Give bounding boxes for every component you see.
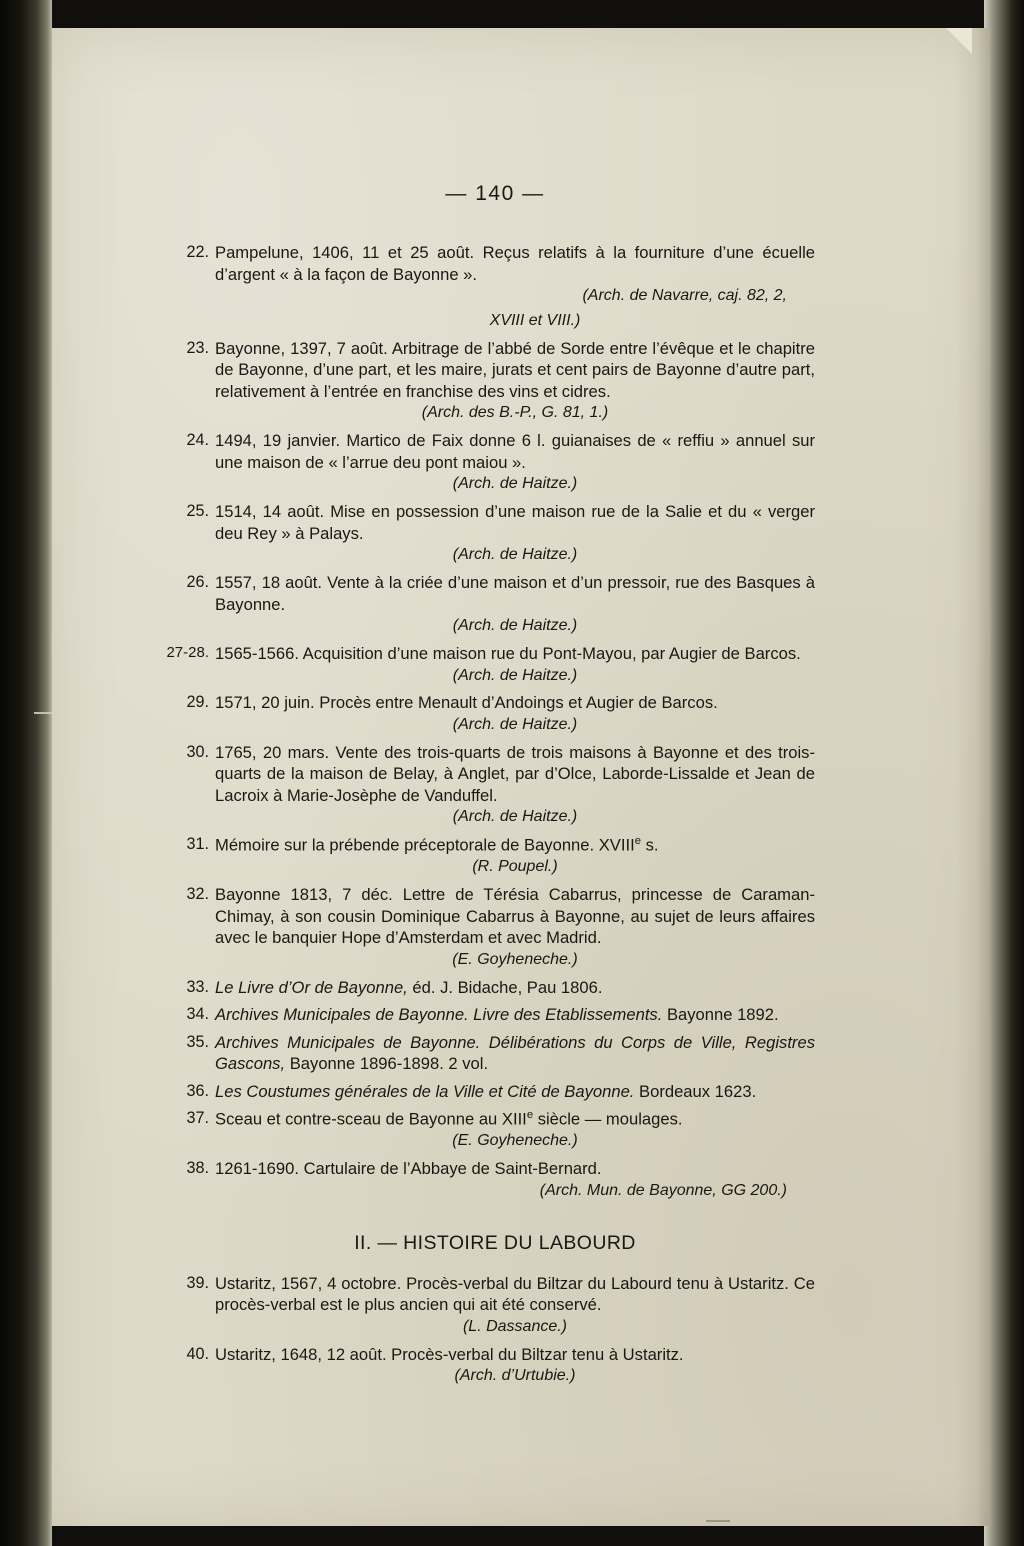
list-item [175, 572, 815, 637]
list-item [175, 692, 815, 735]
entry-text-rest: Bayonne 1892. [662, 1005, 779, 1025]
bottom-spacer [175, 1393, 815, 1433]
entry-text: Ustaritz, 1567, 4 octobre. Procès-verbal du Biltzar du Labourd tenu à Ustaritz. Ce procès-verbal est le plus ancien qui ait été conservé. [215, 1273, 815, 1315]
entry-citation: (E. Goyheneche.) [452, 950, 578, 968]
entry-text-rest: Bayonne 1896-1898. 2 vol. [285, 1054, 489, 1074]
entry-citation: (Arch. de Navarre, caj. 82, 2, [582, 287, 787, 305]
list-item [175, 1032, 815, 1075]
entry-citation: (Arch. de Haitze.) [452, 475, 578, 493]
entry-number: 30. [186, 742, 209, 761]
entry-text [215, 1032, 815, 1075]
list-item [175, 1158, 815, 1201]
list-item [166, 643, 815, 686]
entry-citation: (Arch. Mun. de Bayonne, GG 200.) [539, 1181, 787, 1199]
entry-text: Bayonne 1813, 7 déc. Lettre de Térésia Cabarrus, princesse de Caraman-Chimay, à son cousin Dominique Cabarrus à Bayonne, au sujet de leurs affaires avec le banquier Hope d’Amsterdam et avec Madrid. [215, 885, 815, 948]
list-item [175, 1081, 815, 1103]
left-margin-tick [34, 712, 52, 714]
entry-citation: (Arch. de Haitze.) [452, 666, 578, 684]
list-item [175, 242, 815, 332]
entry-text: 1557, 18 août. Vente à la criée d’une maison et d’un pressoir, rue des Basques à Bayonne. [215, 573, 815, 614]
entry-title: Les Coustumes générales de la Ville et Cité de Bayonne. [215, 1081, 635, 1101]
list-item [175, 1004, 815, 1026]
entry-number: 36. [186, 1081, 209, 1100]
entry-text: Pampelune, 1406, 11 et 25 août. Reçus relatifs à la fourniture d’une écuelle d’argent « à la façon de Bayonne ». [215, 243, 815, 284]
entry-number: 35. [186, 1032, 209, 1051]
entry-citation: (Arch. de Haitze.) [452, 617, 578, 635]
entry-citation-line2: XVIII et VIII.) [489, 311, 581, 329]
entry-text: Ustaritz, 1648, 12 août. Procès-verbal du Biltzar tenu à Ustaritz. [215, 1344, 684, 1364]
entry-citation: (L. Dassance.) [462, 1317, 568, 1335]
entry-text-rest: éd. J. Bidache, Pau 1806. [407, 977, 603, 997]
list-item [175, 977, 815, 999]
entry-number: 32. [186, 885, 209, 904]
entry-citation: (Arch. de Haitze.) [452, 808, 578, 826]
entry-number: 24. [186, 431, 209, 450]
list-item [175, 1273, 815, 1338]
entry-number: 22. [186, 243, 209, 261]
entry-number: 26. [186, 573, 209, 592]
entry-number: 27-28. [166, 643, 209, 661]
entry-text-rest: Bordeaux 1623. [634, 1081, 757, 1101]
entry-title: Le Livre d’Or de Bayonne, [215, 977, 408, 997]
entry-text: 1565-1566. Acquisition d’une maison rue du Pont-Mayou, par Augier de Barcos. [215, 643, 801, 663]
section-heading: II. — HISTOIRE DU LABOURD [354, 1231, 636, 1254]
entry-citation: (Arch. des B.-P., G. 81, 1.) [421, 404, 609, 422]
entry-number: 23. [186, 338, 209, 357]
list-item [175, 884, 815, 970]
entry-text: 1514, 14 août. Mise en possession d’une maison rue de la Salie et du « verger deu Rey » à Palays. [215, 502, 815, 543]
entry-text: Mémoire sur la prébende préceptorale de Bayonne. XVIIIe s. [215, 835, 659, 855]
entry-citation: (E. Goyheneche.) [452, 1132, 578, 1150]
entry-text [215, 1004, 815, 1026]
entry-text: 1261-1690. Cartulaire de l’Abbaye de Saint-Bernard. [215, 1159, 602, 1179]
entry-text: 1571, 20 juin. Procès entre Menault d’Andoings et Augier de Barcos. [215, 693, 718, 713]
entry-text: 1765, 20 mars. Vente des trois-quarts de trois maisons à Bayonne et des trois-quarts de la maison de Belay, à Anglet, par d’Olce, Laborde-Lissalde et Jean de Lacroix à Marie-Josèphe de Vanduffel. [215, 742, 815, 805]
entry-number: 40. [186, 1344, 209, 1363]
list-item [175, 1344, 815, 1387]
entry-number: 31. [186, 835, 209, 854]
page-content [166, 182, 815, 1433]
entry-title: Archives Municipales de Bayonne. Livre des Etablissements. [215, 1005, 663, 1025]
entry-citation: (R. Poupel.) [472, 858, 558, 876]
entry-number: 29. [186, 693, 209, 712]
book-gutter-shadow [0, 0, 52, 1546]
entry-number: 37. [186, 1109, 209, 1128]
list-item [175, 834, 815, 878]
entry-title: Archives Municipales de Bayonne. Délibérations du Corps de Ville, Registres Gascons, [215, 1032, 815, 1074]
page-corner-fold [946, 28, 972, 54]
bottom-margin-mark [706, 1520, 730, 1522]
entry-text: Sceau et contre-sceau de Bayonne au XIIIe siècle — moulages. [215, 1109, 683, 1129]
list-item [175, 1108, 815, 1152]
bibliography-list-part1 [166, 242, 815, 1202]
page-number: — 140 — [445, 182, 545, 205]
entry-number: 25. [186, 502, 209, 521]
entry-citation: (Arch. de Haitze.) [452, 715, 578, 733]
entry-number: 38. [186, 1159, 209, 1178]
entry-text [215, 977, 815, 999]
entry-text [215, 1081, 815, 1103]
entry-number: 34. [186, 1005, 209, 1024]
entry-text: Bayonne, 1397, 7 août. Arbitrage de l’abbé de Sorde entre l’évêque et le chapitre de Bayonne, d’une part, et les maire, jurats et cent pairs de Bayonne d’autre part, relativement à l’entrée en franchise des vins et cidres. [215, 338, 815, 401]
list-item [175, 430, 815, 495]
entry-citation: (Arch. d’Urtubie.) [454, 1367, 576, 1385]
list-item [175, 338, 815, 424]
entry-number: 39. [186, 1273, 209, 1292]
page-fore-edge [984, 0, 1024, 1546]
entry-number: 33. [186, 977, 209, 996]
list-item [175, 742, 815, 828]
bibliography-list-part2 [175, 1273, 815, 1387]
list-item [175, 501, 815, 566]
entry-text: 1494, 19 janvier. Martico de Faix donne 6 l. guianaises de « reffiu » annuel sur une maison de « l’arrue deu pont maiou ». [215, 431, 815, 472]
entry-citation: (Arch. de Haitze.) [452, 546, 578, 564]
